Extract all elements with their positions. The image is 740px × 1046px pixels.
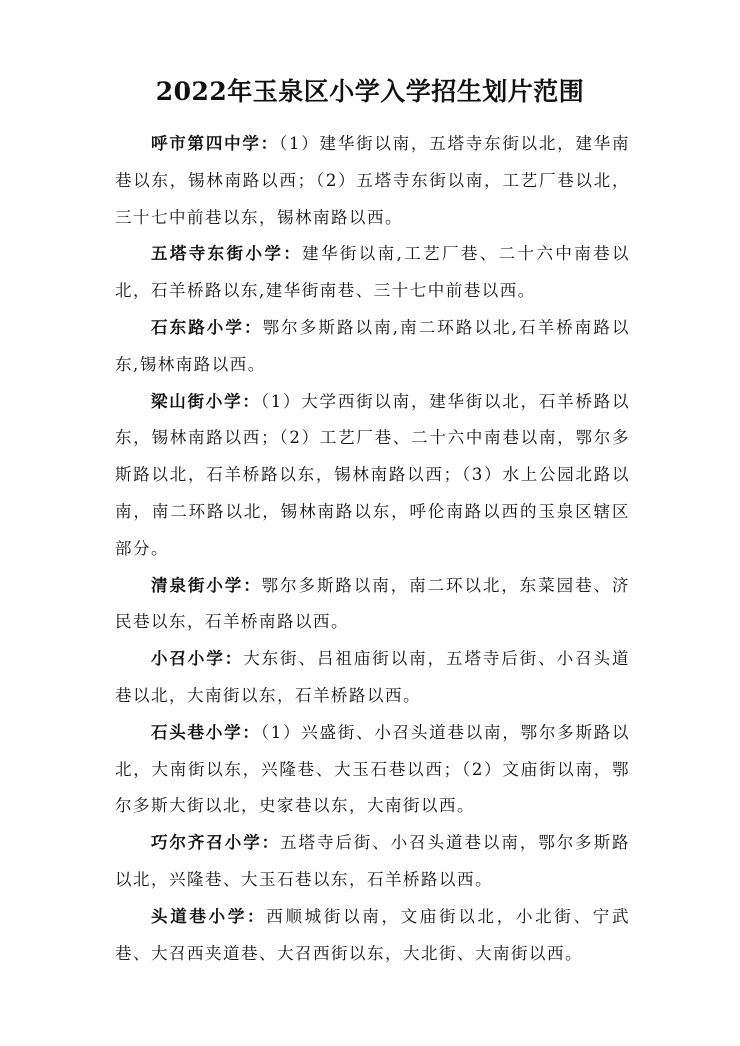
page-title: 2022年玉泉区小学入学招生划片范围 <box>155 77 585 106</box>
zone-description: 五塔寺后街、小召头道巷以南，鄂尔多斯路以北，兴隆巷、大玉石巷以东，石羊桥路以西。 <box>115 833 631 889</box>
list-item <box>115 641 630 715</box>
school-name: 清泉街小学： <box>151 575 262 595</box>
zone-description: （1）大学西街以南，建华街以北，石羊桥路以东，锡林南路以西；（2）工艺厂巷、二十六中南巷以南，鄂尔多斯路以北，石羊桥路以东，锡林南路以西；（3）水上公园北路以南，南二环路以北，锡林南路以东，呼伦南路以西的玉泉区辖区部分。 <box>115 391 631 558</box>
zone-description: （1）兴盛街、小召头道巷以南，鄂尔多斯路以北，大南街以东，兴隆巷、大玉石巷以西；（2）文庙街以南，鄂尔多斯大街以北，史家巷以东，大南街以西。 <box>115 722 631 816</box>
school-name: 梁山街小学： <box>151 391 261 411</box>
zone-description: 鄂尔多斯路以南,南二环路以北,石羊桥南路以东,锡林南路以西。 <box>115 317 630 374</box>
zone-description: （1）建华街以南，五塔寺东街以北，建华南巷以东，锡林南路以西；（2）五塔寺东街以南，工艺厂巷以北，三十七中前巷以东，锡林南路以西。 <box>115 134 630 227</box>
list-item <box>115 310 630 384</box>
school-name: 石头巷小学： <box>151 722 261 742</box>
list-item <box>115 384 630 568</box>
zone-description: 西顺城街以南，文庙街以北，小北街、宁武巷、大召西夹道巷、大召西街以东，大北街、大南街以西。 <box>115 906 631 963</box>
zone-description: 大东街、吕祖庙街以南，五塔寺后街、小召头道巷以北，大南街以东，石羊桥路以西。 <box>115 649 631 705</box>
school-name: 石东路小学： <box>151 317 263 337</box>
zone-description: 建华街以南,工艺厂巷、二十六中南巷以北，石羊桥路以东,建华街南巷、三十七中前巷以西。 <box>115 244 630 301</box>
list-item <box>115 715 630 825</box>
list-item <box>115 126 630 236</box>
list-item <box>115 568 630 642</box>
school-name: 呼市第四中学： <box>151 134 279 153</box>
school-name: 巧尔齐召小学： <box>151 833 281 853</box>
list-item <box>115 899 630 973</box>
list-item <box>115 825 630 899</box>
zone-description: 鄂尔多斯路以南，南二环以北，东菜园巷、济民巷以东，石羊桥南路以西。 <box>115 575 631 632</box>
school-name: 五塔寺东街小学： <box>151 244 303 264</box>
list-item <box>115 236 630 310</box>
enrollment-zone-list <box>115 126 630 972</box>
school-name: 头道巷小学： <box>151 906 267 926</box>
school-name: 小召小学： <box>151 649 244 669</box>
